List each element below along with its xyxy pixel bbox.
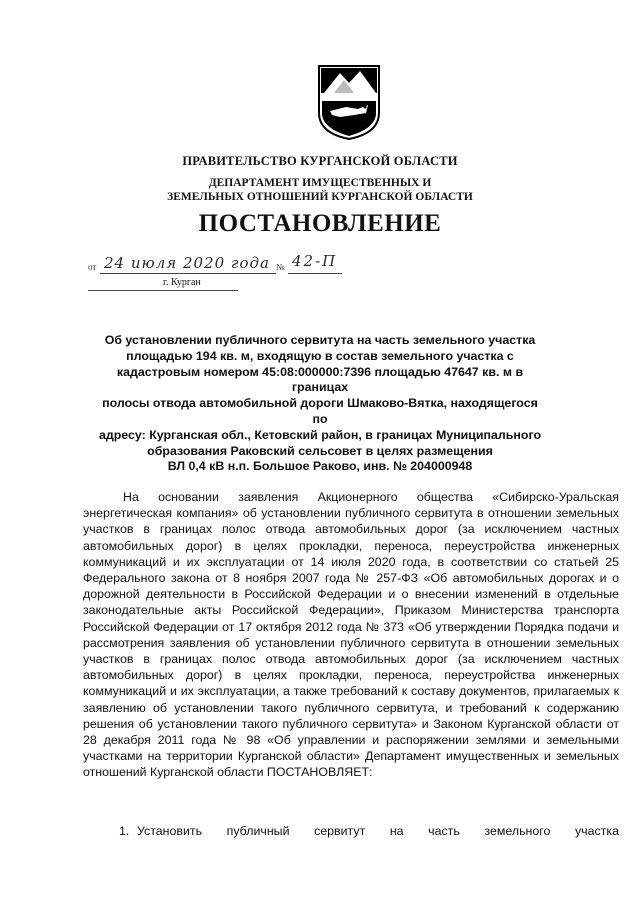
date-number-line: [88, 252, 388, 274]
city-underline: [88, 290, 238, 291]
department-line-2: ЗЕМЕЛЬНЫХ ОТНОШЕНИЙ КУРГАНСКОЙ ОБЛАСТИ: [167, 191, 473, 203]
subject-line: площадью 194 кв. м, входящую в состав земельного участка с: [126, 348, 514, 363]
document-type-title: ПОСТАНОВЛЕНИЕ: [198, 210, 442, 237]
number-label: №: [276, 262, 285, 272]
date-underline: [100, 273, 276, 274]
government-name: ПРАВИТЕЛЬСТВО КУРГАНСКОЙ ОБЛАСТИ: [182, 154, 458, 168]
item-number: 1.: [119, 824, 130, 838]
preamble-paragraph: На основании заявления Акционерного общества «Сибирско-Уральская энергетическая компания» об установлении публичного сервитута в отношении земельных участков в границах полос отвода автомобильных дорог (за исключением частных автомобильных дорог) в целях прокладки, переноса, переустройства инженерных коммуникаций и их эксплуатации от 14 июля 2020 года, в соответствии со статьей 25 Федерального закона от 8 ноября 2007 года № 257-ФЗ «Об автомобильных дорогах и о дорожной деятельности в Российской Федерации и о внесении изменений в отдельные законодательные акты Российской Федерации», Приказом Министерства транспорта Российской Федерации от 17 октября 2012 года № 373 «Об утверждении Порядка подачи и рассмотрения заявления об установлении публичного сервитута в отношении земельных участков в границах полос отвода автомобильных дорог (за исключением частных автомобильных дорог) в целях прокладки, переноса, переустройства инженерных коммуникаций и их эксплуатации, а также требований к составу документов, прилагаемых к заявлению об установлении такого публичного сервитута, и требований к содержанию решения об установлении такого публичного сервитута» и Законом Курганской области от 28 декабря 2011 года № 98 «Об управлении и распоряжении землями и земельными участками на территории Курганской области» Департамент имущественных и земельных отношений Курганской области ПОСТАНОВЛЯЕТ:: [83, 490, 619, 780]
department-name: [0, 176, 640, 204]
item-word: на: [389, 824, 404, 838]
item-text: [137, 823, 619, 839]
subject-line: адресу: Курганская обл., Кетовский район, в границах Муниципального: [98, 427, 542, 442]
from-label: от: [88, 262, 97, 272]
item-word: земельного: [484, 824, 551, 838]
document-subject: [96, 333, 544, 475]
coat-of-arms-icon: [316, 63, 382, 141]
item-word: часть: [428, 824, 460, 838]
document-body: [83, 489, 619, 781]
subject-line: кадастровым номером 45:08:000000:7396 площадью 47647 кв. м в границах: [116, 364, 524, 395]
subject-line: образования Раковский сельсовет в целях размещения: [147, 443, 493, 458]
subject-line: полосы отвода автомобильной дороги Шмаково-Вятка, находящегося по: [102, 396, 538, 426]
handwritten-date: 24 июля 2020 года: [104, 254, 270, 272]
item-word: Установить: [137, 824, 203, 838]
number-underline: [288, 273, 342, 274]
department-line-1: ДЕПАРТАМЕНТ ИМУЩЕСТВЕННЫХ И: [208, 177, 432, 189]
subject-line: ВЛ 0,4 кВ н.п. Большое Раково, инв. № 204000948: [167, 459, 473, 474]
item-word: сервитут: [314, 824, 366, 838]
handwritten-number: 42-П: [292, 252, 338, 270]
subject-line: Об установлении публичного сервитута на часть земельного участка: [104, 333, 536, 347]
item-word: участка: [574, 824, 619, 838]
item-word: публичный: [226, 824, 290, 838]
city-label: г. Курган: [163, 277, 201, 288]
